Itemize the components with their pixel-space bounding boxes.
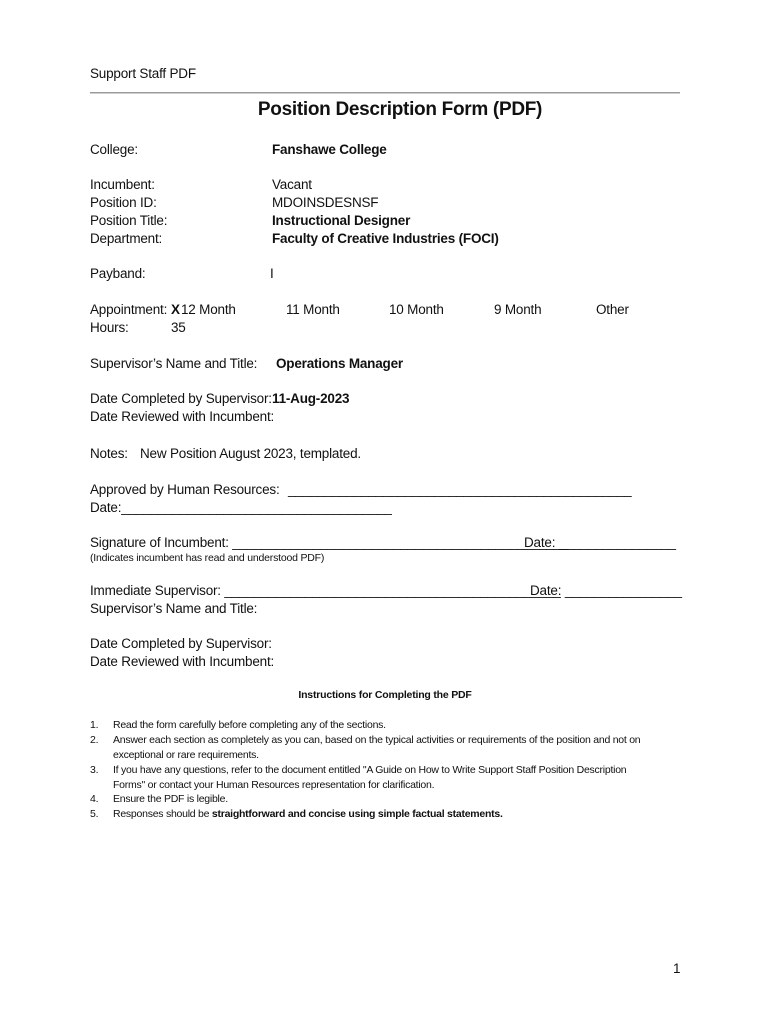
instruction-number: 2. bbox=[90, 734, 99, 746]
hours-value: 35 bbox=[171, 320, 186, 335]
page-title: Position Description Form (PDF) bbox=[257, 99, 543, 120]
hr-approval-line: _______________________________________________ bbox=[288, 482, 632, 497]
payband-label: Payband: bbox=[90, 266, 146, 281]
payband-value: I bbox=[270, 266, 274, 281]
appointment-option: 10 Month bbox=[389, 302, 444, 317]
date-completed-value: 11-Aug-2023 bbox=[272, 391, 350, 406]
instruction-text: Ensure the PDF is legible. bbox=[113, 793, 228, 805]
appointment-option: 12 Month bbox=[181, 302, 236, 317]
header-rule bbox=[90, 92, 680, 94]
date-reviewed-label: Date Reviewed with Incumbent: bbox=[90, 409, 275, 424]
college-value: Fanshawe College bbox=[272, 142, 387, 157]
notes-label: Notes: bbox=[90, 446, 128, 461]
appointment-option: 11 Month bbox=[286, 302, 340, 317]
supervisor-name-label: Supervisor’s Name and Title: bbox=[90, 601, 258, 616]
appointment-option: 9 Month bbox=[494, 302, 542, 317]
hr-approval-label: Approved by Human Resources: bbox=[90, 482, 280, 497]
department-label: Department: bbox=[90, 231, 163, 246]
page-number: 1 bbox=[673, 961, 681, 976]
signature-date-completed-label: Date Completed by Supervisor: bbox=[90, 636, 272, 651]
instruction-number: 1. bbox=[90, 719, 99, 731]
position-title-label: Position Title: bbox=[90, 213, 168, 228]
instruction-text: If you have any questions, refer to the document entitled "A Guide on How to Write Support Staff Position Description bbox=[113, 764, 627, 776]
department-value: Faculty of Creative Industries (FOCI) bbox=[272, 231, 499, 246]
appointment-selected-mark: X bbox=[171, 302, 180, 317]
signature-date-reviewed-label: Date Reviewed with Incumbent: bbox=[90, 654, 275, 669]
hr-approval-date-line: Date:_____________________________________ bbox=[90, 500, 392, 515]
document-label: Support Staff PDF bbox=[90, 66, 196, 81]
supervisor-label: Supervisor’s Name and Title: bbox=[90, 356, 258, 371]
supervisor-signature-date: Date: ________________ bbox=[530, 583, 682, 598]
supervisor-value: Operations Manager bbox=[276, 356, 403, 371]
instructions-heading: Instructions for Completing the PDF bbox=[298, 689, 472, 701]
instruction-number: 5. bbox=[90, 808, 99, 820]
incumbent-label: Incumbent: bbox=[90, 177, 155, 192]
position-title-value: Instructional Designer bbox=[272, 213, 411, 228]
instruction-number: 3. bbox=[90, 764, 99, 776]
incumbent-value: Vacant bbox=[272, 177, 312, 192]
incumbent-signature-line: Signature of Incumbent: ______________________________________________ bbox=[90, 535, 569, 550]
position-id-label: Position ID: bbox=[90, 195, 157, 210]
instruction-text: Forms" or contact your Human Resources representation for clarification. bbox=[113, 779, 435, 791]
supervisor-signature-line: Immediate Supervisor: ______________________________________________ bbox=[90, 583, 561, 598]
instruction-text-bold: straightforward and concise using simple factual statements. bbox=[211, 808, 503, 820]
notes-value: New Position August 2023, templated. bbox=[140, 446, 361, 461]
instruction-text: Read the form carefully before completing any of the sections. bbox=[113, 719, 386, 731]
incumbent-signature-date: Date: ________________ bbox=[524, 535, 676, 550]
appointment-label: Appointment: bbox=[90, 302, 168, 317]
instruction-text: Answer each section as completely as you can, based on the typical activities or requirements of the position and not on bbox=[113, 734, 641, 746]
instruction-text-plain: Responses should be bbox=[113, 808, 212, 820]
appointment-option: Other bbox=[596, 302, 629, 317]
college-label: College: bbox=[90, 142, 138, 157]
position-id-value: MDOINSDESNSF bbox=[272, 195, 379, 210]
hours-label: Hours: bbox=[90, 320, 129, 335]
instruction-text bbox=[113, 808, 503, 820]
instruction-text: exceptional or rare requirements. bbox=[113, 749, 259, 761]
incumbent-signature-note: (Indicates incumbent has read and understood PDF) bbox=[90, 552, 325, 564]
instruction-number: 4. bbox=[90, 793, 99, 805]
date-completed-label: Date Completed by Supervisor: bbox=[90, 391, 272, 406]
